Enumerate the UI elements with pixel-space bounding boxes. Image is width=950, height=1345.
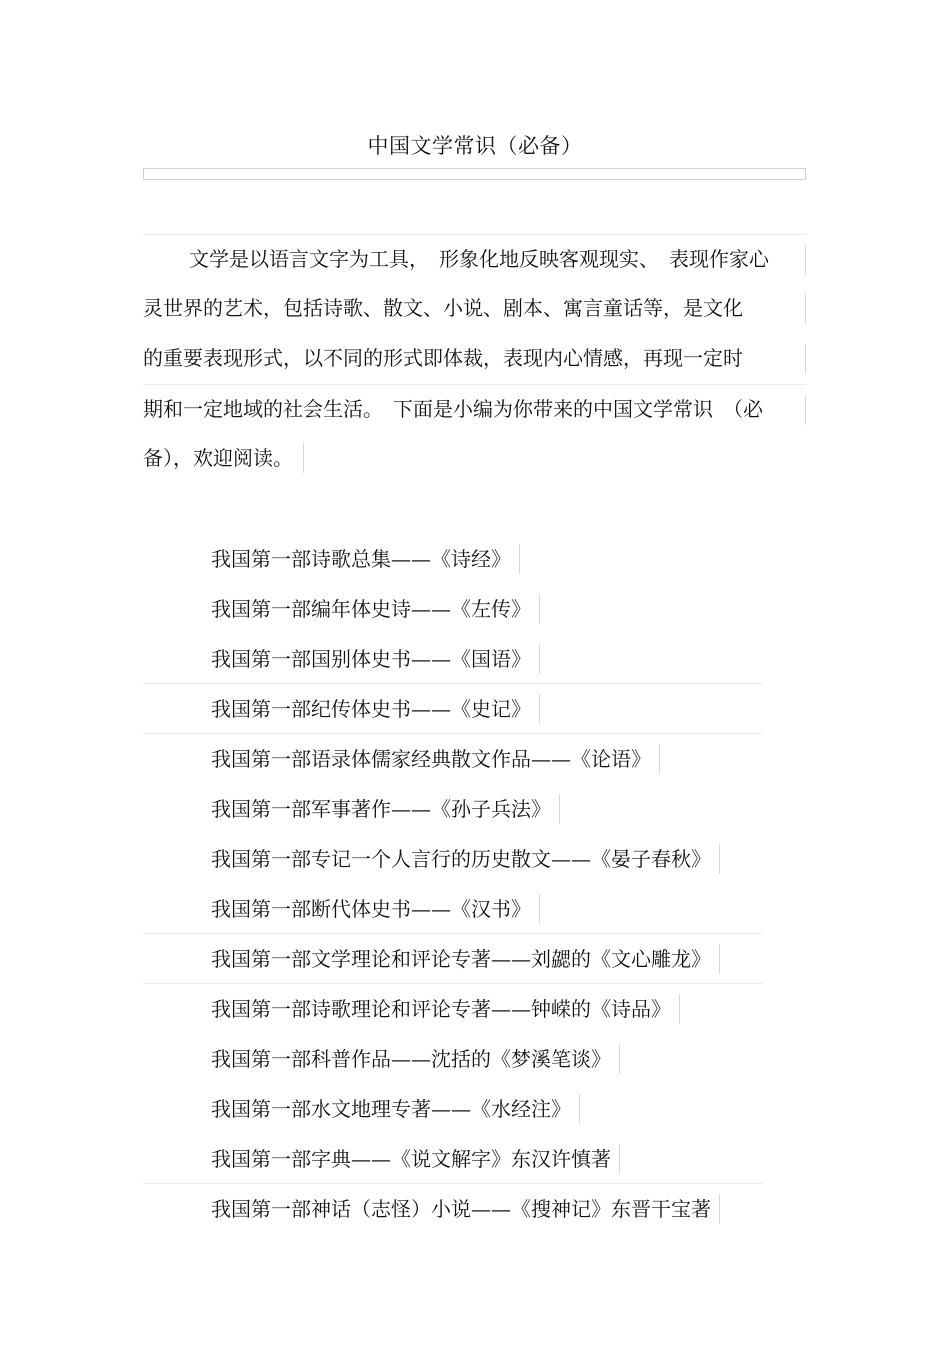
fact-text: 我国第一部科普作品——沈括的《梦溪笔谈》 — [211, 1044, 620, 1074]
list-item — [211, 1133, 720, 1183]
text-edge-mark — [805, 395, 806, 425]
list-item — [211, 1083, 720, 1133]
fact-text: 我国第一部水文地理专著——《水经注》 — [211, 1094, 580, 1124]
list-item — [211, 983, 720, 1033]
fact-text: 我国第一部纪传体史书——《史记》 — [211, 694, 540, 724]
intro-line-text: 灵世界的艺术，包括诗歌、散文、小说、剧本、寓言童话等，是文化 — [143, 296, 743, 320]
intro-line-text: 文学是以语言文字为工具， 形象化地反映客观现实、 表现作家心 — [189, 247, 769, 271]
list-item — [211, 1033, 720, 1083]
list-item — [211, 583, 720, 633]
facts-list — [211, 533, 720, 1233]
intro-line-text: 备），欢迎阅读。 — [143, 443, 304, 473]
fact-text: 我国第一部专记一个人言行的历史散文——《晏子春秋》 — [211, 844, 720, 874]
text-edge-mark — [805, 245, 806, 275]
intro-line-text: 期和一定地域的社会生活。 下面是小编为你带来的中国文学常识 （必 — [143, 397, 763, 421]
intro-paragraph — [143, 234, 806, 484]
fact-text: 我国第一部断代体史书——《汉书》 — [211, 894, 540, 924]
list-item — [211, 933, 720, 983]
text-edge-mark — [805, 294, 806, 324]
intro-line — [143, 434, 806, 484]
list-item — [211, 833, 720, 883]
fact-text: 我国第一部国别体史书——《国语》 — [211, 644, 540, 674]
list-item — [211, 683, 720, 733]
text-edge-mark — [805, 344, 806, 374]
fact-text: 我国第一部军事著作——《孙子兵法》 — [211, 794, 560, 824]
fact-text: 我国第一部神话（志怪）小说——《搜神记》东晋干宝著 — [211, 1194, 720, 1224]
document-title: 中国文学常识（必备） — [367, 134, 583, 158]
list-item — [211, 1183, 720, 1233]
list-item — [211, 883, 720, 933]
intro-line-text: 的重要表现形式，以不同的形式即体裁，表现内心情感，再现一定时 — [143, 346, 743, 370]
list-item — [211, 633, 720, 683]
intro-line — [143, 234, 806, 284]
intro-line — [143, 334, 806, 384]
intro-line — [143, 284, 806, 334]
fact-text: 我国第一部编年体史诗——《左传》 — [211, 594, 540, 624]
fact-text: 我国第一部文学理论和评论专著——刘勰的《文心雕龙》 — [211, 944, 720, 974]
fact-text: 我国第一部诗歌理论和评论专著——钟嵘的《诗品》 — [211, 994, 680, 1024]
intro-line — [143, 384, 806, 434]
list-item — [211, 533, 720, 583]
title-divider — [143, 168, 806, 180]
fact-text: 我国第一部语录体儒家经典散文作品——《论语》 — [211, 744, 660, 774]
list-item — [211, 733, 720, 783]
list-item — [211, 783, 720, 833]
fact-text: 我国第一部字典——《说文解字》东汉许慎著 — [211, 1144, 620, 1174]
fact-text: 我国第一部诗歌总集——《诗经》 — [211, 544, 520, 574]
